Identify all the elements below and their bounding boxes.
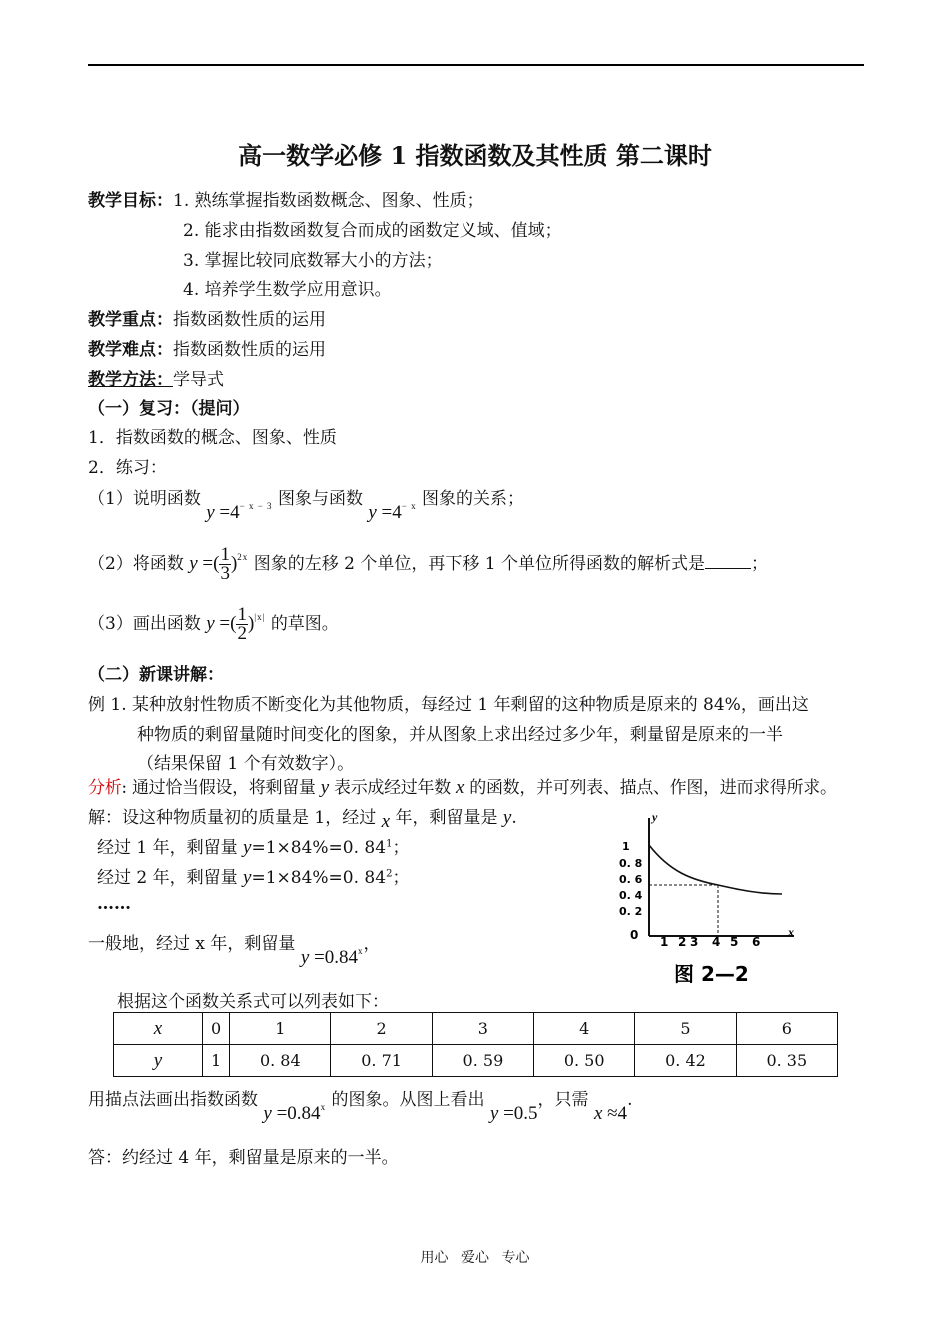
analysis xyxy=(88,773,837,799)
x-tick: 6 xyxy=(752,935,761,949)
formula-plot xyxy=(263,1103,326,1124)
ex2-end: ； xyxy=(750,553,768,574)
x-tick: 2 xyxy=(678,935,687,949)
review-item-2: 2．练习： xyxy=(88,458,167,478)
numerator: 1 xyxy=(237,604,247,625)
formula-exponent: |x| xyxy=(254,611,266,622)
formula-var: y xyxy=(489,1103,499,1124)
formula-4 xyxy=(206,604,266,644)
year-text: ； xyxy=(392,838,410,858)
formula-exponent: x xyxy=(320,1102,327,1112)
analysis-text: 表示成经过年数 xyxy=(334,778,451,798)
year-exponent: 1 xyxy=(386,838,393,850)
formula-general xyxy=(301,947,364,968)
formula-var: y xyxy=(206,612,215,634)
formula-exponent: x xyxy=(357,946,364,956)
formula-half xyxy=(490,1103,538,1124)
table-cell: 1 xyxy=(230,1013,331,1045)
general-text: 一般地，经过 x 年，剩留量 xyxy=(88,934,296,954)
ex3-pre: （3）画出函数 xyxy=(88,613,201,634)
fraction xyxy=(236,606,248,643)
formula-body: =0.5 xyxy=(498,1103,538,1124)
formula-var: y xyxy=(189,552,198,574)
numerator: 1 xyxy=(220,544,230,565)
table-cell: 3 xyxy=(432,1013,533,1045)
ex3-post: 的草图。 xyxy=(270,613,339,634)
x-tick: 1 xyxy=(660,935,669,949)
formula-1 xyxy=(206,502,272,523)
fraction xyxy=(219,546,231,583)
newlesson-heading: （二）新课讲解： xyxy=(88,665,224,685)
table-cell: 6 xyxy=(736,1013,837,1045)
page-footer: 用心 爱心 专心 xyxy=(420,1250,530,1266)
value-table xyxy=(113,1012,838,1077)
table-cell: 2 xyxy=(331,1013,432,1045)
exercise-2 xyxy=(88,546,768,583)
y-tick-labels xyxy=(619,840,643,918)
x-tick: 3 xyxy=(690,935,699,949)
exercise-3 xyxy=(88,606,339,643)
exercise-1 xyxy=(88,484,524,523)
denominator: 3 xyxy=(220,563,230,584)
analysis-label: 分析 xyxy=(88,778,122,798)
goal-item: 3. 掌握比较同底数幂大小的方法； xyxy=(183,251,443,271)
formula-body: =4 xyxy=(376,502,402,523)
ex1-post: 图象的关系； xyxy=(422,489,524,509)
decay-curve xyxy=(649,845,782,894)
formula-body: ≈4 xyxy=(602,1103,628,1124)
y-tick: 1 xyxy=(622,840,630,853)
difficulty-text: 指数函数性质的运用 xyxy=(173,340,326,360)
var-y: y xyxy=(243,837,252,858)
difficulty-label: 教学难点： xyxy=(88,340,173,360)
goals-line-1 xyxy=(88,186,484,211)
table-cell: 0. 71 xyxy=(331,1045,432,1077)
goal-item: 2. 能求由指数函数复合而成的函数定义域、值域； xyxy=(183,221,562,241)
y-tick: 0. 6 xyxy=(619,873,643,886)
table-cell: 0. 50 xyxy=(534,1045,635,1077)
y-tick: 0. 8 xyxy=(619,857,643,870)
page-title: 高一数学必修 1 指数函数及其性质 第二课时 xyxy=(238,141,712,170)
formula-body: =0.84 xyxy=(309,947,358,968)
table-cell: 4 xyxy=(534,1013,635,1045)
method-text: 学导式 xyxy=(173,370,224,390)
var-y: y xyxy=(502,807,512,828)
solution-text: . xyxy=(511,808,517,828)
year-value: =1×84%=0. 84 xyxy=(251,868,387,888)
year-value: =1×84%=0. 84 xyxy=(251,838,387,858)
solution-intro xyxy=(88,803,517,832)
formula-close: ) xyxy=(230,552,238,574)
table-row xyxy=(114,1013,838,1045)
year-text: 经过 2 年，剩留量 xyxy=(97,868,238,888)
year-text: 经过 1 年，剩留量 xyxy=(97,838,238,858)
goal-item: 1. 熟练掌握指数函数概念、图象、性质； xyxy=(173,191,484,211)
ex1-mid: 图象与函数 xyxy=(277,489,363,509)
ex2-post: 图象的左移 2 个单位，再下移 1 个单位所得函数的解析式是 xyxy=(253,553,705,574)
x-tick: 4 xyxy=(712,935,721,949)
formula-exponent: 2x xyxy=(237,551,249,562)
origin-label: 0 xyxy=(630,928,639,942)
formula-var: y xyxy=(300,947,310,968)
formula-var: y xyxy=(368,502,377,523)
example-line: 例 1. 某种放射性物质不断变化为其他物质，每经过 1 年剩留的这种物质是原来的 84%，画出这 xyxy=(88,695,809,715)
ellipsis: …… xyxy=(97,894,131,914)
formula-exponent: − x − 3 xyxy=(239,501,273,511)
goals-label: 教学目标： xyxy=(88,191,173,211)
example-line: （结果保留 1 个有效数字）。 xyxy=(137,754,355,774)
formula-body: =0.84 xyxy=(271,1103,321,1124)
year-2-line xyxy=(97,863,409,889)
year-text: ； xyxy=(392,868,410,888)
answer-blank xyxy=(705,554,751,569)
answer: 答：约经过 4 年，剩留量是原来的一半。 xyxy=(88,1148,399,1168)
plot-text: . xyxy=(627,1090,633,1110)
var-y: y xyxy=(320,777,329,798)
var-y: y xyxy=(243,867,252,888)
formula-3 xyxy=(189,544,249,584)
general-text: ， xyxy=(363,934,381,954)
plot-text: ，只需 xyxy=(537,1090,589,1110)
var-x: x xyxy=(456,777,465,798)
table-cell: 0 xyxy=(203,1013,230,1045)
key-point xyxy=(88,305,326,330)
table-cell: 0. 42 xyxy=(635,1045,736,1077)
review-heading: （一）复习：（提问） xyxy=(88,399,250,419)
plot-conclusion xyxy=(88,1085,633,1124)
formula-approx xyxy=(594,1103,627,1124)
formula-body: =( xyxy=(214,612,237,634)
table-row xyxy=(114,1045,838,1077)
formula-var: y xyxy=(206,502,215,523)
review-item-1: 1．指数函数的概念、图象、性质 xyxy=(88,428,337,448)
analysis-text: : 通过恰当假设，将剩留量 xyxy=(121,778,316,798)
table-header-y: y xyxy=(114,1045,203,1077)
figure-decay-graph xyxy=(612,808,812,993)
table-cell: 0. 84 xyxy=(230,1045,331,1077)
formula-2 xyxy=(368,502,416,523)
year-exponent: 2 xyxy=(386,868,393,880)
method-label: 教学方法： xyxy=(88,370,173,390)
table-cell: 1 xyxy=(203,1045,230,1077)
denominator: 2 xyxy=(237,623,247,644)
var-x: x xyxy=(381,811,391,832)
key-point-label: 教学重点： xyxy=(88,310,173,330)
ex2-pre: （2）将函数 xyxy=(88,553,184,574)
formula-close: ) xyxy=(247,612,255,634)
axis-label-x: x xyxy=(788,925,794,939)
formula-body: =( xyxy=(197,552,220,574)
formula-exponent: − x xyxy=(401,501,417,511)
table-cell: 0. 35 xyxy=(736,1045,837,1077)
key-point-text: 指数函数性质的运用 xyxy=(173,310,326,330)
axis-label-y: y xyxy=(652,810,658,824)
table-intro: 根据这个函数关系式可以列表如下： xyxy=(117,992,389,1012)
method xyxy=(88,365,224,390)
y-tick: 0. 2 xyxy=(619,905,643,918)
header-rule xyxy=(88,64,864,66)
difficulty xyxy=(88,335,326,360)
goal-item: 4. 培养学生数学应用意识。 xyxy=(183,280,392,300)
formula-body: =4 xyxy=(214,502,240,523)
table-cell: 5 xyxy=(635,1013,736,1045)
solution-text: 年，剩留量是 xyxy=(395,808,498,828)
formula-var: y xyxy=(263,1103,272,1124)
x-tick-labels xyxy=(660,935,760,949)
ex1-pre: （1）说明函数 xyxy=(88,489,201,509)
analysis-text: 的函数，并可列表、描点、作图，进而求得所求。 xyxy=(469,778,837,798)
plot-text: 用描点法画出指数函数 xyxy=(88,1090,258,1110)
example-line: 种物质的剩留量随时间变化的图象，并从图象上求出经过多少年，剩量留是原来的一半 xyxy=(137,725,783,745)
year-1-line xyxy=(97,833,409,859)
x-tick: 5 xyxy=(730,935,739,949)
figure-caption: 图 2—2 xyxy=(674,962,749,986)
table-cell: 0. 59 xyxy=(432,1045,533,1077)
plot-text: 的图象。从图上看出 xyxy=(331,1090,485,1110)
solution-text: 解：设这种物质量初的质量是 1，经过 xyxy=(88,808,377,828)
general-formula xyxy=(88,929,381,968)
formula-var: x xyxy=(593,1103,603,1124)
y-tick: 0. 4 xyxy=(619,889,643,902)
table-header-x: x xyxy=(114,1013,203,1045)
